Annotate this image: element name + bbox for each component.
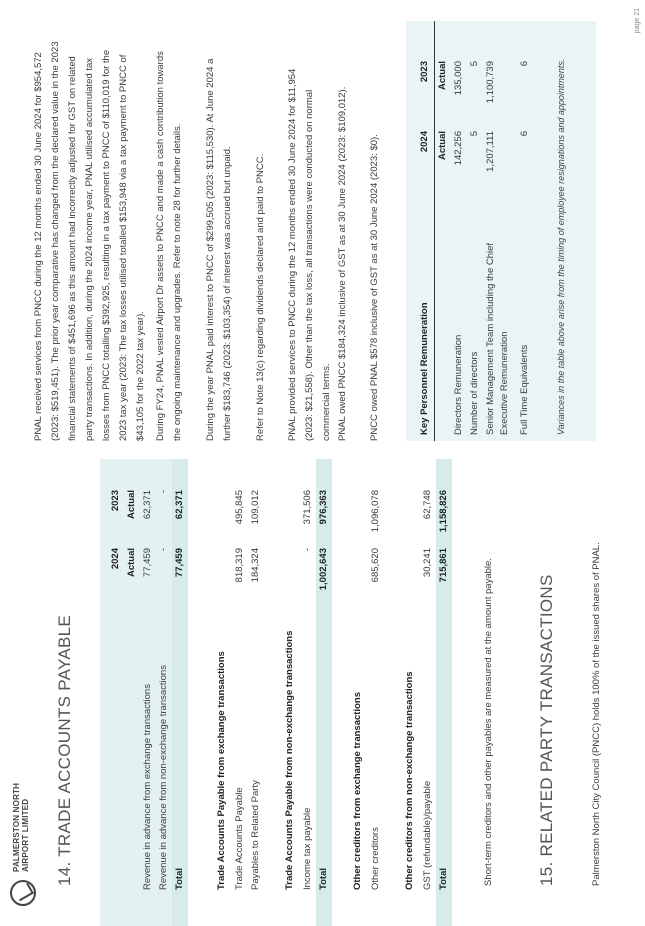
key-personnel-table (406, 21, 606, 441)
row-value-2024: 184,324 (250, 548, 261, 583)
col-2023-header: 2023 (110, 490, 121, 512)
row-value-2024: 685,620 (370, 548, 381, 583)
row-label: Total (438, 868, 449, 890)
row-label: Total (174, 868, 185, 890)
row-value-2024: - (302, 548, 313, 552)
subsection-title: Trade Accounts Payable from non-exchange transactions (284, 630, 295, 890)
row-value-2023: - (158, 490, 169, 494)
row-label: Revenue in advance from exchange transactions (142, 684, 153, 890)
kp-footnote: Variances in the table above arise from the timing of employee resignations and appointments. (556, 58, 566, 435)
row-value-2024: 142,256 (453, 131, 464, 166)
row-value-2024: 6 (519, 131, 530, 137)
row-label: Senior Management Team including the Chief Executive Remuneration (485, 242, 510, 435)
col-2024-header: 2024 (110, 548, 121, 570)
row-label: Trade Accounts Payable (234, 787, 245, 890)
row-label: Total (318, 868, 329, 890)
row-value-2023: 109,012 (250, 490, 261, 525)
row-value-2023: 5 (469, 61, 480, 67)
paragraph: PNCC owed PNAL $578 inclusive of GST as at 30 June 2024 (2023: $0). (369, 134, 380, 441)
paragraph: During the year PNAL paid interest to PNCC of $299,505 (2023: $115,530). At June 2024 a further $183,746 (2023: $103,354) of interest was accrued but unpaid. (205, 58, 233, 441)
row-value-2023: 495,845 (234, 490, 245, 525)
kp-title: Key Personnel Remuneration (419, 302, 430, 435)
total-row (172, 459, 188, 926)
subsection-title: Other creditors from non-exchange transactions (404, 671, 415, 890)
table-row (156, 459, 172, 926)
row-value-2024: - (158, 548, 169, 552)
paragraph: PNAL owed PNCC $184,324 inclusive of GST as at 30 June 2024 (2023: $109,012). (337, 86, 348, 441)
row-value-2023: 62,371 (174, 490, 185, 520)
payables-note: Short-term creditors and other payables are measured at the amount payable. (483, 558, 494, 886)
total-row (316, 459, 332, 926)
row-value-2023: 1,158,826 (438, 490, 449, 533)
row-value-2024: 1,002,643 (318, 548, 329, 591)
row-value-2024: 5 (469, 131, 480, 137)
table-row (232, 459, 248, 926)
row-value-2024: 77,459 (142, 548, 153, 578)
table-row (420, 459, 436, 926)
row-label: Other creditors (370, 827, 381, 890)
row-value-2024: 30,241 (422, 548, 433, 578)
table-row (300, 459, 316, 926)
pncc-ownership-note: Palmerston North City Council (PNCC) holds 100% of the issued shares of PNAL. (591, 542, 602, 886)
page-number: page 21 (634, 8, 641, 34)
col-actual-2: Actual (126, 490, 137, 520)
row-label: Full Time Equivalents (519, 344, 530, 435)
paragraph: PNAL provided services to PNCC during the 12 months ended 30 June 2024 for $11,954 (2023: $21,558). Other than the tax loss, all transactions were conducted on normal commercial terms. (287, 68, 332, 441)
row-value-2024: 818,319 (234, 548, 245, 583)
kp-col-actual-2: Actual (437, 61, 448, 91)
column-actual-header (124, 459, 140, 926)
col-actual-1: Actual (126, 548, 137, 578)
row-value-2023: 1,100,739 (485, 61, 496, 104)
logo-line-1: PALMERSTON NORTH (12, 782, 21, 872)
section-14-title: 14. TRADE ACCOUNTS PAYABLE (55, 614, 74, 886)
column-year-header (108, 459, 124, 926)
table-row (140, 459, 156, 926)
row-value-2024: 1,207,111 (485, 131, 496, 172)
total-row (436, 459, 452, 926)
subsection-title: Other creditors from exchange transactions (352, 692, 363, 890)
row-label: Directors Remuneration (453, 334, 464, 435)
row-label: Number of directors (469, 351, 480, 435)
kp-col-2024: 2024 (419, 131, 430, 153)
paragraph: Refer to Note 13(c) regarding dividends declared and paid to PNCC. (255, 153, 266, 441)
row-value-2023: 62,371 (142, 490, 153, 520)
paragraph: During FY24, PNAL vested Airport Dr assets to PNCC and made a cash contribution towards the ongoing maintenance and upgrades. Refer to note 28 for further details. (155, 51, 183, 441)
paragraph: PNAL received services from PNCC during the 12 months ended 30 June 2024 for $954,572 (2023: $519,451). The prior year comparative has changed from the declared value in the 2023 financial statements of $451,696 as this amount had incorrectly adjusted for GST on related party transactions. In addition, during the 2024 income year, PNAL utilised accumulated tax losses from PNCC totalling $392,925, resulting in a tax payment to PNCC of $110,019 for the 2023 tax year (2023: The tax losses utilised totalled $153,948 via a tax payment to PNCC of $43,105 for the 2022 tax year). (33, 41, 146, 441)
row-label: Income tax payable (302, 807, 313, 890)
table-row (248, 459, 264, 926)
row-value-2023: 62,748 (422, 490, 433, 520)
kp-divider (434, 21, 435, 441)
row-value-2023: 135,000 (453, 61, 464, 96)
row-value-2023: 6 (519, 61, 530, 67)
subsection-title: Trade Accounts Payable from exchange transactions (216, 651, 227, 890)
row-value-2023: 976,363 (318, 490, 329, 525)
kp-col-actual-1: Actual (437, 131, 448, 161)
row-value-2023: 1,096,078 (370, 490, 381, 533)
row-value-2024: 77,459 (174, 548, 185, 578)
row-label: Revenue in advance from non-exchange transactions (158, 665, 169, 890)
logo-line-2: AIRPORT LIMITED (21, 798, 30, 872)
logo-text (12, 783, 30, 872)
table-row (368, 459, 384, 926)
row-label: GST (refundable)/payable (422, 780, 433, 890)
section-15-title: 15. RELATED PARTY TRANSACTIONS (537, 574, 556, 886)
row-value-2023: 371,506 (302, 490, 313, 525)
row-value-2024: 715,861 (438, 548, 449, 583)
airport-logo-icon (10, 880, 36, 906)
row-label: Payables to Related Party (250, 780, 261, 890)
company-logo (6, 746, 46, 906)
kp-col-2023: 2023 (419, 61, 430, 83)
